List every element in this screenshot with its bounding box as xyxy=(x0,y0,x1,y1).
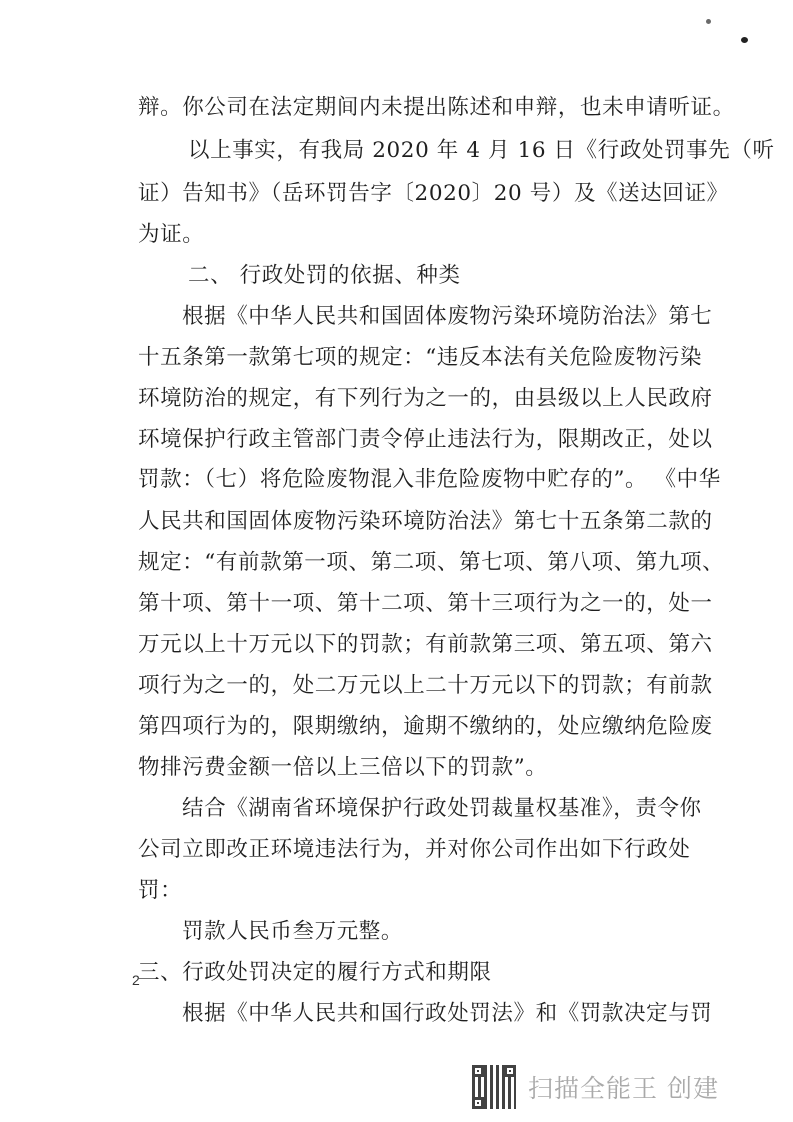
page-number: 2 xyxy=(132,972,140,988)
watermark-text: 扫描全能王 创建 xyxy=(528,1074,719,1103)
scan-speck xyxy=(741,37,748,43)
text-line: 环境保护行政主管部门责令停止违法行为，限期改正，处以 xyxy=(138,427,713,452)
text-line: 第十项、第十一项、第十二项、第十三项行为之一的，处一 xyxy=(138,591,713,616)
section-heading: 三、行政处罚决定的履行方式和期限 xyxy=(138,960,492,985)
text-line: 结合《湖南省环境保护行政处罚裁量权基准》，责令你 xyxy=(182,796,702,821)
text-line: 人民共和国固体废物污染环境防治法》第七十五条第二款的 xyxy=(138,509,713,534)
text-line: 公司立即改正环境违法行为，并对你公司作出如下行政处 xyxy=(138,837,691,862)
text-line: 辩。你公司在法定期间内未提出陈述和申辩，也未申请听证。 xyxy=(138,95,735,120)
scan-speck xyxy=(706,19,711,24)
text-line: 项行为之一的，处二万元以上二十万元以下的罚款；有前款 xyxy=(138,673,713,698)
text-line: 万元以上十万元以下的罚款；有前款第三项、第五项、第六 xyxy=(138,632,713,657)
text-line: 规定：“有前款第一项、第二项、第七项、第八项、第九项、 xyxy=(138,550,725,575)
text-line: 罚款：（七）将危险废物混入非危险废物中贮存的”。 《中华 xyxy=(138,467,721,492)
text-line: 第四项行为的，限期缴纳，逾期不缴纳的，处应缴纳危险废 xyxy=(138,714,713,739)
text-line: 以上事实，有我局 2020 年 4 月 16 日《行政处罚事先（听 xyxy=(188,138,775,163)
text-line: 罚款人民币叁万元整。 xyxy=(182,919,404,944)
qr-code-icon xyxy=(472,1065,516,1109)
text-line: 根据《中华人民共和国行政处罚法》和《罚款决定与罚 xyxy=(182,1001,713,1026)
text-line: 物排污费金额一倍以上三倍以下的罚款”。 xyxy=(138,755,548,780)
text-line: 为证。 xyxy=(138,222,205,247)
text-line: 环境防治的规定，有下列行为之一的，由县级以上人民政府 xyxy=(138,386,713,411)
section-heading: 二、 行政处罚的依据、种类 xyxy=(188,263,461,288)
text-line: 十五条第一款第七项的规定：“违反本法有关危险废物污染 xyxy=(138,345,703,370)
scanner-watermark xyxy=(472,1062,732,1112)
text-line: 根据《中华人民共和国固体废物污染环境防治法》第七 xyxy=(182,304,713,329)
text-line: 罚： xyxy=(138,878,183,903)
text-line: 证）告知书》（岳环罚告字〔2020〕20 号）及《送达回证》 xyxy=(138,181,729,206)
